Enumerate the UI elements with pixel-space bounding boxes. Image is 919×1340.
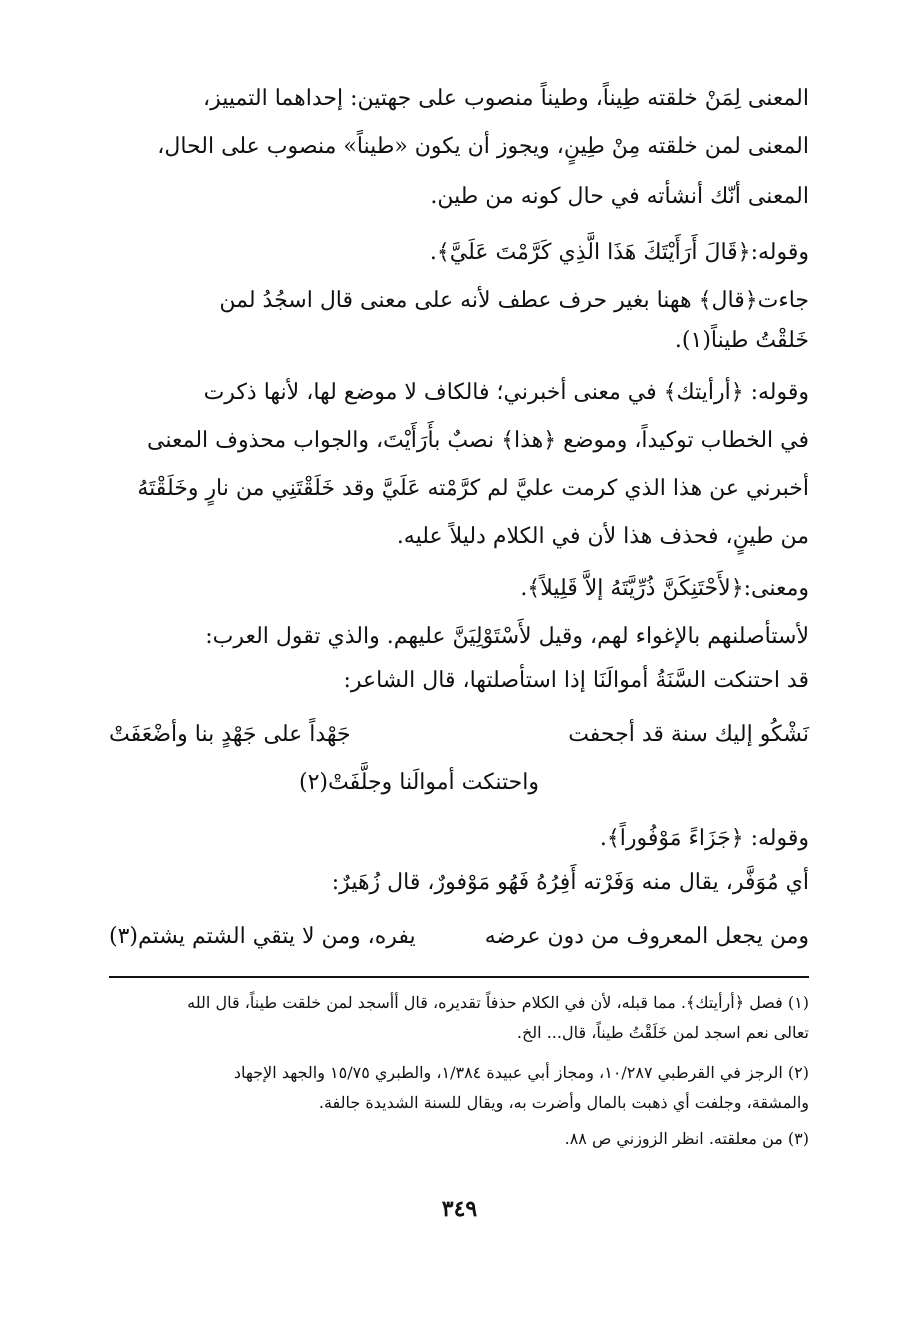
- text-line: قد احتنكت السَّنَةُ أموالَنَا إذا استأصلتها، قال الشاعر:: [343, 668, 809, 693]
- footnote-divider: [109, 976, 809, 978]
- text-line: أي مُوَفَّر، يقال منه وَفَرْته أَفِرُهُ فَهُو مَوْفورٌ، قال زُهَيرٌ:: [331, 870, 809, 895]
- text-line: لأستأصلنهم بالإغواء لهم، وقيل لأَسْتَوْلِيَنَّ عليهم. والذي تقول العرب:: [205, 624, 809, 649]
- verse-second-hemistich: يفره، ومن لا يتقي الشتم يشتم(٣): [109, 924, 416, 949]
- text-line: في الخطاب توكيداً، وموضع ﴿هذا﴾ نصبٌ بأَرَأَيْتَ، والجواب محذوف المعنى: [147, 428, 809, 453]
- text-line: وقوله:﴿قَالَ أَرَأَيْتَكَ هَذَا الَّذِي كَرَّمْتَ عَلَيَّ﴾.: [429, 240, 809, 265]
- verse-row: [109, 770, 809, 804]
- text-line: ومعنى:﴿لأَحْتَنِكَنَّ ذُرِّيَّتَهُ إلاَّ قَلِيلاً﴾.: [520, 576, 809, 601]
- text-line: وقوله: ﴿جَزَاءً مَوْفُوراً﴾.: [599, 826, 809, 851]
- verse-first-hemistich: نَشْكُو إليك سنة قد أجحفت: [568, 722, 809, 747]
- verse-row: [109, 722, 809, 756]
- verse-row: [109, 924, 809, 958]
- footnote-line: (٣) من معلقته. انظر الزوزني ص ٨٨.: [564, 1129, 809, 1148]
- verse-third-hemistich: واحتنكت أموالَنا وجلَّفَتْ(٢): [299, 770, 540, 795]
- text-line: المعنى أنّك أنشأته في حال كونه من طين.: [430, 184, 809, 209]
- verse-first-hemistich: ومن يجعل المعروف من دون عرضه: [484, 924, 809, 949]
- verse-second-hemistich: جَهْداً على جَهْدٍ بنا وأضْعَفَتْ: [109, 722, 351, 747]
- page-number: ٣٤٩: [441, 1196, 478, 1222]
- text-line: أخبرني عن هذا الذي كرمت عليَّ لم كرَّمْته عَلَيَّ وقد خَلَقْتَنِي من نارٍ وخَلَقْتَهُ: [137, 476, 809, 501]
- footnote-line: والمشقة، وجلفت أي ذهبت بالمال وأضرت به، ويقال للسنة الشديدة جالفة.: [318, 1093, 809, 1112]
- text-line: خَلقْتُ طيناً(١).: [674, 328, 809, 353]
- footnote-line: (١) فصل ﴿أرأيتك﴾. مما قبله، لأن في الكلام حذفاً تقديره، قال أأسجد لمن خلقت طيناً، قال الله: [187, 993, 809, 1012]
- footnote-line: (٢) الرجز في القرطبي ١٠/٢٨٧، ومجاز أبي عبيدة ١/٣٨٤، والطبري ١٥/٧٥ والجهد الإجهاد: [233, 1063, 809, 1082]
- footnote-line: تعالى نعم اسجد لمن خَلَقْتُ طيناً، قال... الخ.: [516, 1023, 809, 1042]
- text-line: من طينٍ، فحذف هذا لأن في الكلام دليلاً عليه.: [396, 524, 809, 549]
- text-line: المعنى لِمَنْ خلقته طِيناً، وطيناً منصوب على جهتين: إحداهما التمييز،: [203, 86, 809, 111]
- text-line: وقوله: ﴿أرأيتك﴾ في معنى أخبرني؛ فالكاف لا موضع لها، لأنها ذكرت: [203, 380, 809, 405]
- text-line: المعنى لمن خلقته مِنْ طِينٍ، ويجوز أن يكون «طيناً» منصوب على الحال،: [157, 134, 809, 159]
- text-line: جاءت﴿قال﴾ ههنا بغير حرف عطف لأنه على معنى قال اسجُدُ لمن: [219, 288, 809, 313]
